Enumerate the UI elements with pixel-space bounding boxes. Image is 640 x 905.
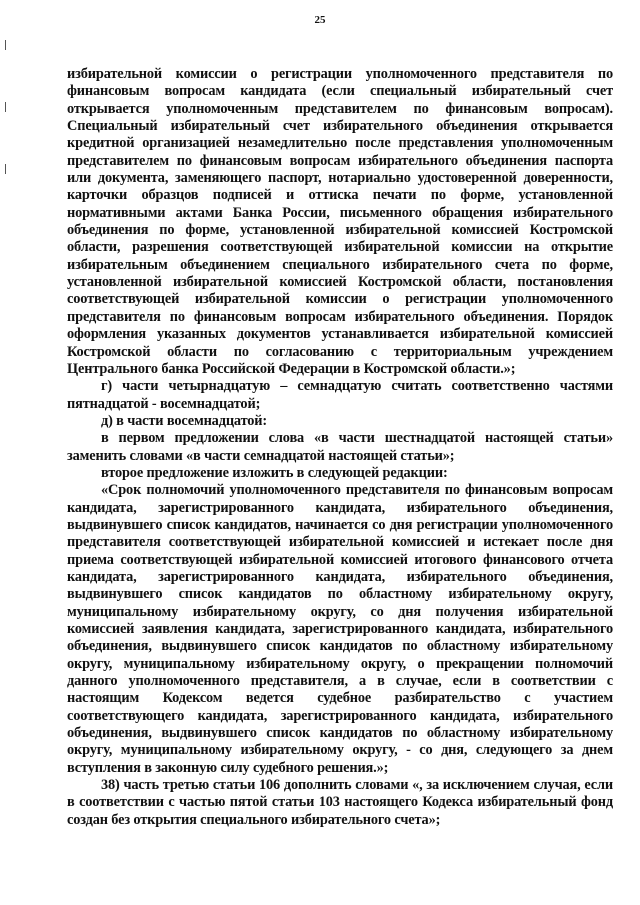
paragraph-new-wording: «Срок полномочий уполномоченного представителя по финансовым вопросам кандидата, зарегистрированного кандидата, избирательного объединения, выдвинувшего список кандидатов, начинается со дня регистрации уполномоченного представителя соответствующей избирательной комиссией и истекает после дня приема соответствующей избирательной комиссией итогового финансового отчета кандидата, зарегистрированного кандидата, избирательного объединения, выдвинувшего список кандидатов по областному избирательному округу, муниципальному избирательному округу, со дня получения избирательной комиссией заявления кандидата, зарегистрированного кандидата, избирательного объединения, выдвинувшего список кандидатов по областному избирательному округу, муниципальному избирательному округу, о прекращении полномочий данного уполномоченного представителя, а в случае, если в соответствии с настоящим Кодексом ведется судебное разбирательство с участием соответствующего кандидата, зарегистрированного кандидата, избирательного объединения, выдвинувшего список кандидатов по областному избирательному округу, муниципальному избирательному округу, - со дня, следующего за днем вступления в законную силу судебного решения.»; xyxy=(67,482,613,776)
scan-mark xyxy=(5,164,6,174)
paragraph-first-sentence-change: в первом предложении слова «в части шестнадцатой настоящей статьи» заменить словами «в части семнадцатой настоящей статьи»; xyxy=(67,430,613,464)
document-body xyxy=(67,66,613,829)
scan-mark xyxy=(5,102,6,112)
paragraph-item-d: д) в части восемнадцатой: xyxy=(101,412,268,429)
scan-margin-marks xyxy=(5,40,8,226)
scan-mark xyxy=(5,40,6,50)
paragraph-item-g: г) части четырнадцатую – семнадцатую считать соответственно частями пятнадцатой - восемнадцатой; xyxy=(67,378,613,412)
paragraph-item-38: 38) часть третью статьи 106 дополнить словами «, за исключением случая, если в соответствии с частью пятой статьи 103 настоящего Кодекса избирательный фонд создан без открытия специального избирательного счета»; xyxy=(67,777,613,828)
paragraph-second-sentence-intro: второе предложение изложить в следующей редакции: xyxy=(101,464,448,481)
page-number: 25 xyxy=(314,14,326,26)
paragraph-continued: избирательной комиссии о регистрации уполномоченного представителя по финансовым вопросам кандидата (если специальный избирательный счет открывается уполномоченным представителем по финансовым вопросам). Специальный избирательный счет избирательного объединения открывается кредитной организацией незамедлительно после представления уполномоченным представителем по финансовым вопросам избирательного объединения паспорта или документа, заменяющего паспорт, нотариально удостоверенной доверенности, карточки образцов подписей и оттиска печати по форме, установленной нормативными актами Банка России, письменного обращения избирательного объединения по форме, установленной избирательной комиссией Костромской области, разрешения соответствующей избирательной комиссии на открытие избирательным объединением специального избирательного счета по форме, установленной избирательной комиссией Костромской области, постановления соответствующей избирательной комиссии о регистрации уполномоченного представителя по финансовым вопросам избирательного объединения. Порядок оформления указанных документов устанавливается избирательной комиссией Костромской области по согласованию с территориальным учреждением Центрального банка Российской Федерации в Костромской области.»; xyxy=(67,66,613,377)
